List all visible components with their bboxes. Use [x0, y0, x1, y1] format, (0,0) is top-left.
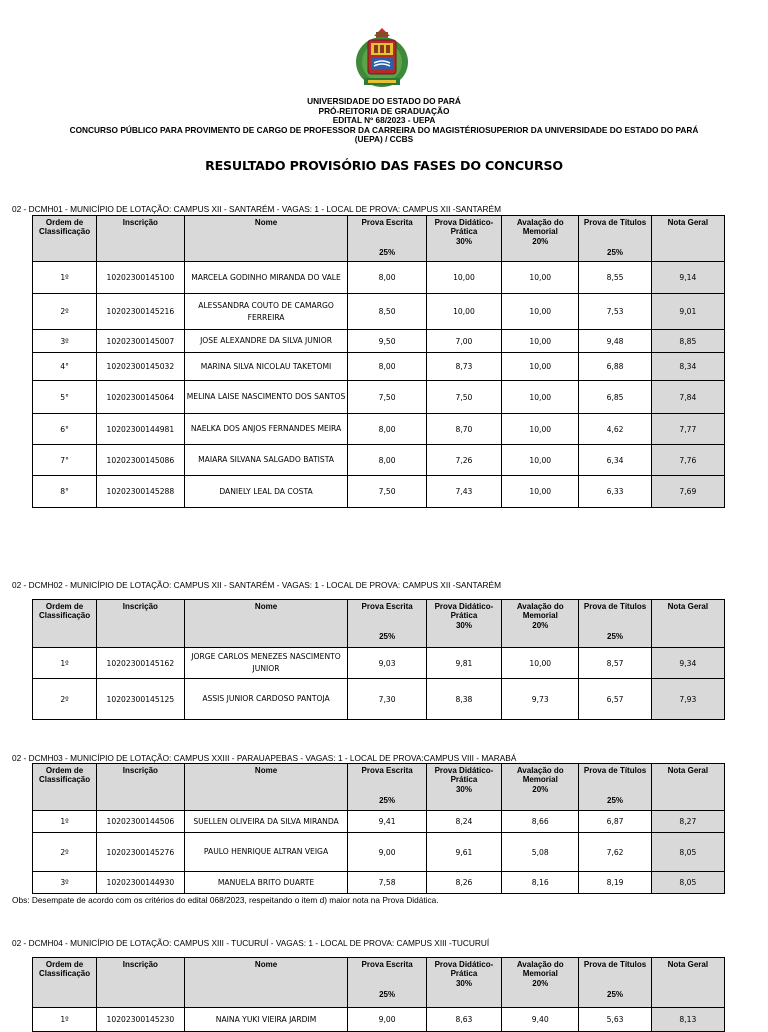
column-header-titulos — [579, 958, 651, 1008]
cell-didatico: 7,50 — [426, 381, 501, 414]
cell-memorial: 10,00 — [502, 414, 579, 445]
table-row — [33, 381, 725, 414]
table-header-row — [33, 958, 725, 1008]
column-header-label: Inscrição — [122, 602, 158, 611]
cell-nota: 8,27 — [651, 811, 724, 833]
column-weight-label: 20% — [532, 621, 549, 630]
section-title: 02 - DCMH02 - MUNICÍPIO DE LOTAÇÃO: CAMPUS XII - SANTARÉM - VAGAS: 1 - LOCAL DE PROVA: CAMPUS XII -SANTARÉM — [12, 580, 501, 590]
cell-inscricao: 10202300145216 — [97, 294, 185, 330]
cell-inscricao: 10202300145032 — [97, 353, 185, 381]
column-weight-label: 25% — [607, 990, 624, 999]
column-header-ordem — [33, 958, 97, 1008]
column-header-label: Nota Geral — [667, 218, 709, 227]
table-row — [33, 1008, 725, 1032]
column-header-label: Prova de Títulos — [583, 218, 647, 227]
cell-nome: MARCELA GODINHO MIRANDA DO VALE — [184, 262, 348, 294]
column-header-nota — [651, 216, 724, 262]
header-line-edital: EDITAL Nº 68/2023 - UEPA — [332, 115, 436, 126]
page-title: RESULTADO PROVISÓRIO DAS FASES DO CONCURSO — [205, 158, 563, 173]
cell-titulos: 6,33 — [579, 476, 651, 508]
results-table — [32, 763, 725, 894]
table-row — [33, 294, 725, 330]
cell-nome: JORGE CARLOS MENEZES NASCIMENTO JUNIOR — [184, 648, 348, 679]
column-weight-label: 30% — [455, 785, 472, 794]
cell-ordem: 8° — [33, 476, 97, 508]
cell-nota: 7,69 — [651, 476, 724, 508]
cell-nome: NAINA YUKI VIEIRA JARDIM — [184, 1008, 348, 1032]
column-header-label: Prova Didático-Prática — [434, 602, 494, 620]
column-weight-label: 25% — [607, 632, 624, 641]
cell-nome: MELINA LAISE NASCIMENTO DOS SANTOS — [184, 381, 348, 414]
cell-inscricao: 10202300145086 — [97, 445, 185, 476]
cell-didatico: 10,00 — [426, 262, 501, 294]
cell-didatico: 10,00 — [426, 294, 501, 330]
results-table — [32, 215, 725, 508]
results-table — [32, 599, 725, 720]
cell-nota: 8,05 — [651, 872, 724, 894]
cell-nome: JOSE ALEXANDRE DA SILVA JUNIOR — [184, 330, 348, 353]
cell-escrita: 9,50 — [348, 330, 426, 353]
column-header-escrita — [348, 216, 426, 262]
column-header-nota — [651, 958, 724, 1008]
cell-titulos: 8,19 — [579, 872, 651, 894]
table-row — [33, 330, 725, 353]
column-header-label: Avalação do Memorial — [516, 218, 564, 236]
column-header-didatico — [426, 216, 501, 262]
column-header-label: Avalação do Memorial — [516, 602, 564, 620]
column-header-didatico — [426, 764, 501, 811]
column-header-ordem — [33, 600, 97, 648]
cell-didatico: 7,43 — [426, 476, 501, 508]
cell-memorial: 10,00 — [502, 381, 579, 414]
cell-memorial: 10,00 — [502, 330, 579, 353]
column-header-inscricao — [97, 600, 185, 648]
cell-titulos: 6,87 — [579, 811, 651, 833]
column-header-memorial — [502, 958, 579, 1008]
cell-ordem: 1º — [33, 811, 97, 833]
cell-didatico: 9,61 — [426, 833, 501, 872]
cell-titulos: 6,88 — [579, 353, 651, 381]
cell-didatico: 8,38 — [426, 679, 501, 720]
cell-inscricao: 10202300144506 — [97, 811, 185, 833]
cell-nome: MARINA SILVA NICOLAU TAKETOMI — [184, 353, 348, 381]
column-header-inscricao — [97, 958, 185, 1008]
document-header — [0, 97, 768, 145]
section-title: 02 - DCMH04 - MUNICÍPIO DE LOTAÇÃO: CAMPUS XIII - TUCURUÍ - VAGAS: 1 - LOCAL DE PROVA: CAMPUS XIII -TUCURUÍ — [12, 938, 490, 948]
cell-escrita: 9,00 — [348, 1008, 426, 1032]
column-header-nome — [184, 958, 348, 1008]
cell-nome: ALESSANDRA COUTO DE CAMARGO FERREIRA — [184, 294, 348, 330]
cell-nota: 7,77 — [651, 414, 724, 445]
cell-inscricao: 10202300145064 — [97, 381, 185, 414]
column-weight-label: 25% — [607, 248, 624, 257]
cell-titulos: 7,62 — [579, 833, 651, 872]
table-row — [33, 476, 725, 508]
cell-escrita: 8,00 — [348, 414, 426, 445]
cell-didatico: 7,00 — [426, 330, 501, 353]
results-table — [32, 957, 725, 1032]
column-header-label: Prova Escrita — [361, 602, 413, 611]
cell-memorial: 9,73 — [502, 679, 579, 720]
column-header-label: Ordem de Classificação — [38, 766, 91, 784]
table-row — [33, 262, 725, 294]
column-weight-label: 30% — [455, 979, 472, 988]
column-header-label: Avalação do Memorial — [516, 960, 564, 978]
cell-nome: SUELLEN OLIVEIRA DA SILVA MIRANDA — [184, 811, 348, 833]
column-header-inscricao — [97, 216, 185, 262]
cell-didatico: 8,73 — [426, 353, 501, 381]
table-row — [33, 811, 725, 833]
column-weight-label: 25% — [379, 796, 396, 805]
column-header-label: Avalação do Memorial — [516, 766, 564, 784]
column-header-didatico — [426, 600, 501, 648]
column-weight-label: 25% — [607, 796, 624, 805]
column-header-titulos — [579, 216, 651, 262]
cell-titulos: 4,62 — [579, 414, 651, 445]
cell-titulos: 8,57 — [579, 648, 651, 679]
header-line-university: UNIVERSIDADE DO ESTADO DO PARÁ — [307, 96, 461, 106]
column-header-label: Inscrição — [122, 766, 158, 775]
section-title: 02 - DCMH03 - MUNICÍPIO DE LOTAÇÃO: CAMPUS XXIII - PARAUAPEBAS - VAGAS: 1 - LOCAL DE PROVA:CAMPUS VIII - MARABÁ — [12, 753, 517, 763]
cell-nome: PAULO HENRIQUE ALTRAN VEIGA — [184, 833, 348, 872]
column-header-label: Nome — [254, 602, 278, 611]
cell-memorial: 5,08 — [502, 833, 579, 872]
cell-ordem: 3º — [33, 330, 97, 353]
cell-nome: MAIARA SILVANA SALGADO BATISTA — [184, 445, 348, 476]
column-header-nome — [184, 764, 348, 811]
column-header-label: Ordem de Classificação — [38, 218, 91, 236]
cell-inscricao: 10202300145288 — [97, 476, 185, 508]
column-header-nome — [184, 600, 348, 648]
cell-escrita: 7,50 — [348, 476, 426, 508]
cell-memorial: 10,00 — [502, 476, 579, 508]
column-header-label: Prova de Títulos — [583, 766, 647, 775]
cell-titulos: 6,34 — [579, 445, 651, 476]
table-row — [33, 445, 725, 476]
cell-memorial: 10,00 — [502, 353, 579, 381]
cell-didatico: 8,63 — [426, 1008, 501, 1032]
cell-escrita: 9,00 — [348, 833, 426, 872]
cell-escrita: 8,00 — [348, 445, 426, 476]
header-line-pro-reitoria: PRÓ-REITORIA DE GRADUAÇÃO — [318, 105, 450, 116]
section-title: 02 - DCMH01 - MUNICÍPIO DE LOTAÇÃO: CAMPUS XII - SANTARÉM - VAGAS: 1 - LOCAL DE PROVA: CAMPUS XII -SANTARÉM — [12, 204, 501, 214]
cell-inscricao: 10202300145162 — [97, 648, 185, 679]
cell-escrita: 7,58 — [348, 872, 426, 894]
column-header-nome — [184, 216, 348, 262]
column-header-label: Nome — [254, 218, 278, 227]
column-header-label: Nome — [254, 766, 278, 775]
cell-nota: 7,76 — [651, 445, 724, 476]
column-header-label: Nota Geral — [667, 960, 709, 969]
header-line-concurso: CONCURSO PÚBLICO PARA PROVIMENTO DE CARGO DE PROFESSOR DA CARREIRA DO MAGISTÉRIOSUPERIOR DA UNIVERSIDADE DO ESTADO DO PARÁ — [69, 124, 699, 135]
column-header-label: Prova Escrita — [361, 218, 413, 227]
cell-nota: 9,34 — [651, 648, 724, 679]
column-header-label: Inscrição — [122, 218, 158, 227]
column-header-nota — [651, 600, 724, 648]
column-header-titulos — [579, 764, 651, 811]
table-header-row — [33, 764, 725, 811]
cell-nota: 7,93 — [651, 679, 724, 720]
column-header-nota — [651, 764, 724, 811]
cell-inscricao: 10202300145125 — [97, 679, 185, 720]
header-line-ccbs: (UEPA) / CCBS — [354, 134, 414, 145]
cell-nota: 9,01 — [651, 294, 724, 330]
cell-didatico: 7,26 — [426, 445, 501, 476]
column-header-escrita — [348, 958, 426, 1008]
table-row — [33, 414, 725, 445]
cell-escrita: 9,03 — [348, 648, 426, 679]
cell-nota: 8,05 — [651, 833, 724, 872]
cell-ordem: 2º — [33, 679, 97, 720]
table-row — [33, 353, 725, 381]
cell-memorial: 8,66 — [502, 811, 579, 833]
column-header-ordem — [33, 764, 97, 811]
cell-ordem: 6° — [33, 414, 97, 445]
cell-inscricao: 10202300145007 — [97, 330, 185, 353]
column-header-label: Prova de Títulos — [583, 960, 647, 969]
cell-didatico: 8,26 — [426, 872, 501, 894]
cell-memorial: 10,00 — [502, 262, 579, 294]
table-row — [33, 833, 725, 872]
cell-escrita: 7,50 — [348, 381, 426, 414]
uepa-coat-of-arms-logo — [352, 26, 412, 92]
column-weight-label: 25% — [379, 248, 396, 257]
column-weight-label: 20% — [532, 785, 549, 794]
cell-inscricao: 10202300144981 — [97, 414, 185, 445]
column-weight-label: 25% — [379, 990, 396, 999]
cell-memorial: 10,00 — [502, 294, 579, 330]
column-header-label: Inscrição — [122, 960, 158, 969]
column-header-titulos — [579, 600, 651, 648]
column-header-label: Nome — [254, 960, 278, 969]
column-header-label: Prova Didático-Prática — [434, 218, 494, 236]
table-row — [33, 648, 725, 679]
cell-ordem: 4° — [33, 353, 97, 381]
cell-didatico: 9,81 — [426, 648, 501, 679]
column-header-label: Nota Geral — [667, 766, 709, 775]
cell-ordem: 2º — [33, 294, 97, 330]
column-header-label: Prova Didático-Prática — [434, 766, 494, 784]
cell-nome: DANIELY LEAL DA COSTA — [184, 476, 348, 508]
column-weight-label: 20% — [532, 237, 549, 246]
column-header-label: Ordem de Classificação — [38, 960, 91, 978]
cell-ordem: 7° — [33, 445, 97, 476]
cell-nome: ASSIS JUNIOR CARDOSO PANTOJA — [184, 679, 348, 720]
cell-ordem: 5° — [33, 381, 97, 414]
column-header-escrita — [348, 600, 426, 648]
column-weight-label: 30% — [455, 237, 472, 246]
cell-titulos: 9,48 — [579, 330, 651, 353]
cell-memorial: 9,40 — [502, 1008, 579, 1032]
cell-ordem: 3º — [33, 872, 97, 894]
cell-inscricao: 10202300145230 — [97, 1008, 185, 1032]
column-header-label: Prova Didático-Prática — [434, 960, 494, 978]
column-weight-label: 20% — [532, 979, 549, 988]
cell-escrita: 8,50 — [348, 294, 426, 330]
column-header-memorial — [502, 764, 579, 811]
cell-titulos: 6,85 — [579, 381, 651, 414]
cell-nome: NAELKA DOS ANJOS FERNANDES MEIRA — [184, 414, 348, 445]
cell-inscricao: 10202300144930 — [97, 872, 185, 894]
column-weight-label: 25% — [379, 632, 396, 641]
column-header-label: Prova Escrita — [361, 766, 413, 775]
table-header-row — [33, 600, 725, 648]
cell-nota: 8,13 — [651, 1008, 724, 1032]
cell-nota: 7,84 — [651, 381, 724, 414]
cell-inscricao: 10202300145276 — [97, 833, 185, 872]
cell-nota: 8,34 — [651, 353, 724, 381]
cell-didatico: 8,24 — [426, 811, 501, 833]
cell-didatico: 8,70 — [426, 414, 501, 445]
column-header-didatico — [426, 958, 501, 1008]
column-header-label: Nota Geral — [667, 602, 709, 611]
cell-memorial: 10,00 — [502, 648, 579, 679]
column-header-memorial — [502, 216, 579, 262]
cell-escrita: 8,00 — [348, 353, 426, 381]
column-header-memorial — [502, 600, 579, 648]
column-header-escrita — [348, 764, 426, 811]
cell-escrita: 7,30 — [348, 679, 426, 720]
cell-nota: 9,14 — [651, 262, 724, 294]
column-weight-label: 30% — [455, 621, 472, 630]
column-header-ordem — [33, 216, 97, 262]
column-header-label: Prova de Títulos — [583, 602, 647, 611]
column-header-label: Prova Escrita — [361, 960, 413, 969]
cell-titulos: 7,53 — [579, 294, 651, 330]
cell-escrita: 9,41 — [348, 811, 426, 833]
cell-ordem: 1º — [33, 262, 97, 294]
table-row — [33, 872, 725, 894]
cell-ordem: 1º — [33, 1008, 97, 1032]
cell-memorial: 10,00 — [502, 445, 579, 476]
cell-nota: 8,85 — [651, 330, 724, 353]
cell-titulos: 6,57 — [579, 679, 651, 720]
section-note: Obs: Desempate de acordo com os critérios do edital 068/2023, respeitando o item d) maior nota na Prova Didática. — [12, 895, 439, 905]
table-row — [33, 679, 725, 720]
cell-ordem: 1º — [33, 648, 97, 679]
cell-ordem: 2º — [33, 833, 97, 872]
cell-memorial: 8,16 — [502, 872, 579, 894]
column-header-label: Ordem de Classificação — [38, 602, 91, 620]
cell-titulos: 5,63 — [579, 1008, 651, 1032]
cell-nome: MANUELA BRITO DUARTE — [184, 872, 348, 894]
cell-titulos: 8,55 — [579, 262, 651, 294]
column-header-inscricao — [97, 764, 185, 811]
cell-escrita: 8,00 — [348, 262, 426, 294]
table-header-row — [33, 216, 725, 262]
cell-inscricao: 10202300145100 — [97, 262, 185, 294]
